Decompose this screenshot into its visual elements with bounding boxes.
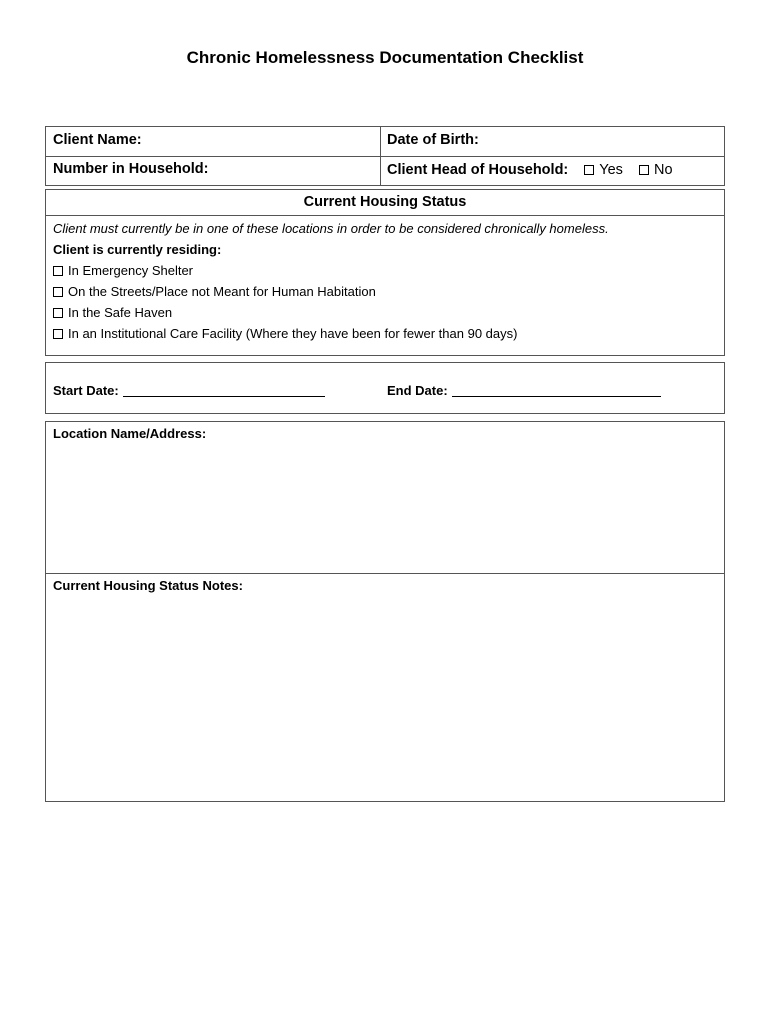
page-title: Chronic Homelessness Documentation Checklist [186, 48, 584, 67]
end-date-label: End Date: [387, 383, 448, 398]
housing-status-section [45, 189, 725, 356]
no-label: No [653, 162, 673, 178]
location-notes-section [45, 421, 725, 802]
row-divider [46, 156, 724, 157]
housing-status-notes-area[interactable] [46, 596, 724, 799]
start-date-blank[interactable] [123, 384, 325, 397]
heading-divider [46, 215, 724, 216]
yes-label: Yes [599, 162, 623, 178]
start-date-label: Start Date: [53, 383, 119, 398]
date-of-birth-field[interactable] [387, 132, 479, 148]
location-option-label: In the Safe Haven [68, 305, 173, 320]
household-number-label: Number in Household: [53, 161, 209, 177]
end-date-blank[interactable] [452, 384, 661, 397]
client-info-table [45, 126, 725, 186]
location-option-emergency-shelter[interactable] [53, 260, 609, 281]
housing-status-body [53, 218, 609, 344]
location-option-streets[interactable] [53, 281, 609, 302]
housing-status-instruction: Client must currently be in one of these locations in order to be considered chronically homeless. [53, 221, 609, 236]
location-option-label: In an Institutional Care Facility (Where they have been for fewer than 90 days) [68, 326, 518, 341]
head-of-household-yes-option[interactable] [584, 162, 623, 178]
client-name-label: Client Name: [53, 132, 142, 148]
location-address-area[interactable] [46, 444, 724, 572]
location-option-institutional-care[interactable] [53, 323, 609, 344]
no-checkbox[interactable] [639, 165, 649, 175]
housing-status-notes-label: Current Housing Status Notes: [53, 578, 243, 593]
client-name-field[interactable] [53, 132, 142, 148]
household-number-field[interactable] [53, 161, 208, 177]
yes-checkbox[interactable] [584, 165, 594, 175]
head-of-household-label: Client Head of Household: [387, 162, 569, 178]
checkbox[interactable] [53, 308, 63, 318]
checkbox[interactable] [53, 287, 63, 297]
location-option-label: On the Streets/Place not Meant for Human Habitation [68, 284, 376, 299]
location-address-label: Location Name/Address: [53, 426, 207, 441]
head-of-household-no-option[interactable] [639, 162, 673, 178]
location-option-safe-haven[interactable] [53, 302, 609, 323]
start-date-field[interactable] [53, 383, 325, 398]
dates-section [45, 362, 725, 414]
date-of-birth-label: Date of Birth: [387, 132, 479, 148]
residing-label: Client is currently residing: [53, 242, 222, 257]
checkbox[interactable] [53, 329, 63, 339]
location-option-label: In Emergency Shelter [68, 263, 194, 278]
section-divider [46, 573, 724, 574]
end-date-field[interactable] [387, 383, 661, 398]
checkbox[interactable] [53, 266, 63, 276]
housing-status-heading: Current Housing Status [303, 194, 467, 210]
head-of-household-field [387, 162, 673, 178]
